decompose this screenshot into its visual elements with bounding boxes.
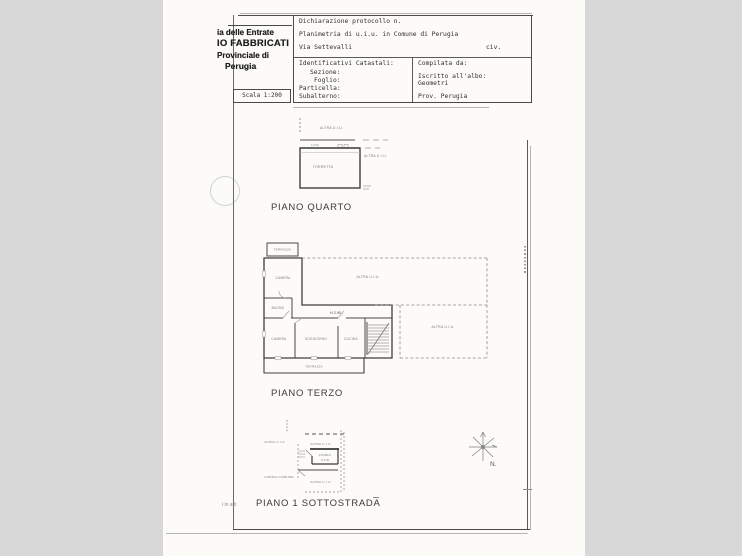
title-tick-mark xyxy=(373,497,379,498)
declaration-street: Via Settevalli xyxy=(299,44,353,51)
note-in-atti: i in atti xyxy=(222,502,237,508)
compass-rose xyxy=(462,428,508,472)
field-subalterno: Subalterno: xyxy=(299,93,341,100)
office-line-agenzia: ia delle Entrate xyxy=(217,28,274,37)
frame-tick-mark xyxy=(523,489,532,490)
room-bagno-label: BAGNO xyxy=(271,306,285,310)
window-mark xyxy=(344,145,348,148)
label-altra-uiu-top: ALTRA U.I.U. xyxy=(356,275,380,279)
staircase-hatch xyxy=(368,323,389,354)
scale-box: Scala 1:200 xyxy=(233,89,291,103)
field-register-1: Iscritto all'albo: xyxy=(418,73,487,80)
office-line-provinciale: Provinciale di xyxy=(217,51,270,60)
ids-title: Identificativi Catastali: xyxy=(299,60,394,67)
floor-plan-piano-terzo xyxy=(253,238,508,383)
frame-right-line xyxy=(527,140,528,530)
label-corsia-comune: CORSIA COMUNE xyxy=(264,475,294,479)
frame-right-ghost-line xyxy=(530,146,531,530)
room-camera-top-label: CAMERA xyxy=(275,276,291,280)
declaration-protocol: Dichiarazione protocollo n. xyxy=(299,18,402,25)
window-mark xyxy=(338,145,342,148)
office-stamp xyxy=(210,176,240,206)
header-under-ghost-line xyxy=(293,107,489,108)
terrazza-top-label: TERRAZZA xyxy=(273,247,292,252)
office-line-fabbricati: IO FABBRICATI xyxy=(217,38,290,49)
compass-star-lines xyxy=(469,432,497,461)
declaration-divider-vertical xyxy=(412,57,413,102)
office-box-top-line xyxy=(228,25,292,26)
door-swing-mark xyxy=(298,470,305,476)
label-altra-uiu-left: ALTRA U.I.U. xyxy=(264,440,286,444)
room-soggiorno-label: SOGGIORNO xyxy=(304,337,328,341)
compass-north-label: N. xyxy=(490,461,497,468)
room-torretta-label: TORRETTA xyxy=(312,165,334,169)
dash-marks-right xyxy=(363,140,388,148)
frame-top-ghost-line xyxy=(240,13,532,14)
step-marks xyxy=(298,451,305,457)
label-altra-uiu-top: ALTRA U.I.U. xyxy=(310,442,332,446)
floor-plan-piano-sottostrada xyxy=(253,418,388,508)
label-altra-uiu-top: ALTRA U.I.U. xyxy=(320,126,344,130)
frame-bottom-ghost-line xyxy=(166,533,528,534)
floor-title-piano-terzo: PIANO TERZO xyxy=(271,388,343,399)
height-label: H 2.90 xyxy=(330,311,342,315)
floor-title-piano-quarto: PIANO QUARTO xyxy=(271,202,352,213)
label-altra-uiu-right: ALTRA U.I.U. xyxy=(364,154,388,158)
office-line-perugia: Perugia xyxy=(225,61,257,71)
label-altra-uiu-right: ALTRA U.I.U. xyxy=(431,325,455,329)
rotated-margin-text xyxy=(524,246,526,274)
terrazza-bottom-label: TERRAZZA xyxy=(305,364,323,369)
floor-title-piano-sottostrada: PIANO 1 SOTTOSTRADA xyxy=(256,498,381,509)
room-camera-bottom-label: CAMERA xyxy=(271,337,287,341)
office-header xyxy=(217,27,289,72)
room-cucina-label: CUCINA xyxy=(344,337,358,341)
room-fondo-height: H 2.50 xyxy=(320,458,330,462)
declaration-subject: Planimetria di u.i.u. in Comune di Perugia xyxy=(299,31,459,38)
declaration-box xyxy=(293,15,532,103)
declaration-civic: civ. xyxy=(486,44,502,51)
field-compiled-by: Compilata da: xyxy=(418,60,468,67)
room-fondo-label: FONDO xyxy=(318,453,332,457)
frame-bottom-line xyxy=(233,529,530,530)
field-province: Prov. Perugia xyxy=(418,93,468,100)
field-particella: Particella: xyxy=(299,85,341,92)
floor-plan-piano-quarto xyxy=(283,112,408,207)
field-register-2: Geometri xyxy=(418,80,449,87)
field-foglio: Foglio: xyxy=(314,77,341,84)
label-strip-height: h 3.00 xyxy=(311,143,319,147)
label-altra-uiu-bottom: ALTRA U.I.U. xyxy=(310,480,332,484)
altra-uiu-dashed-boundaries xyxy=(302,258,487,358)
field-sezione: Sezione: xyxy=(310,69,341,76)
dash-marks-bottom xyxy=(363,186,371,189)
